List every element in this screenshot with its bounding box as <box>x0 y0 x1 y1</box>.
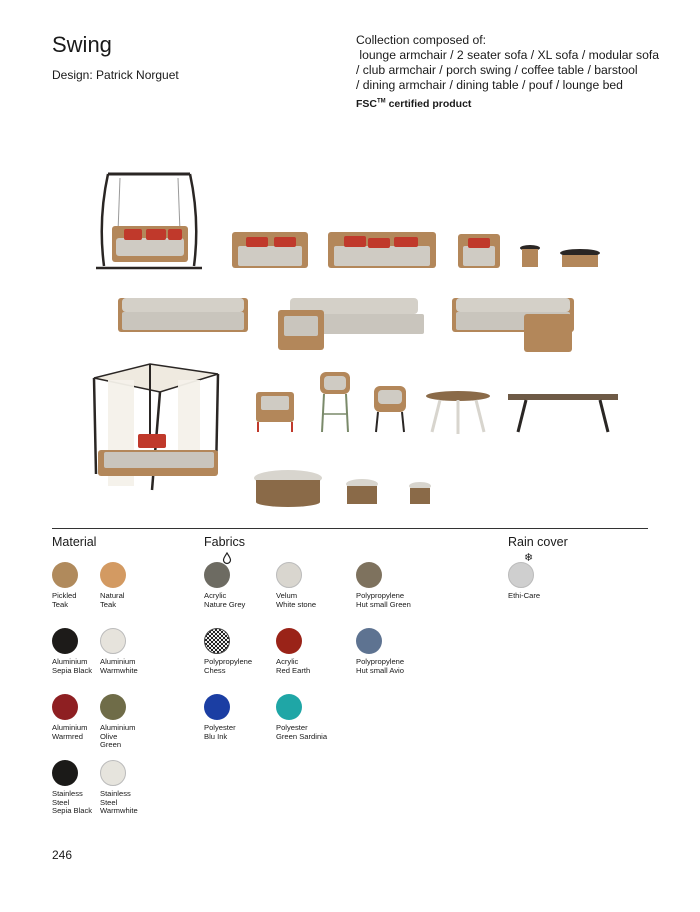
dining-armchair-image <box>374 386 406 432</box>
material-swatch <box>100 694 126 720</box>
material-label <box>100 724 170 750</box>
fabric-label-line: Polyester <box>204 723 236 732</box>
large-pouf-image <box>254 470 322 507</box>
fabric-label-line: Polypropylene <box>356 657 405 666</box>
fabric-label-line: Polyester <box>276 723 308 732</box>
material-label-line: Warmwhite <box>100 665 138 675</box>
fabric-label-line: Polypropylene <box>356 591 405 600</box>
rain-cover-swatch <box>508 562 534 588</box>
fabric-label-line: Polypropylene <box>204 657 253 666</box>
material-label <box>100 658 170 675</box>
fabric-swatch <box>276 694 302 720</box>
fsc-tm: TM <box>377 98 386 105</box>
fabric-label-line: Acrylic <box>276 657 299 666</box>
fabric-label-line: Chess <box>204 665 226 675</box>
material-swatch <box>52 562 78 588</box>
material-swatch <box>52 628 78 654</box>
fabric-label <box>276 592 346 609</box>
fabric-label <box>356 592 426 609</box>
material-label-line: Teak <box>100 599 117 609</box>
fabric-label-line: Velum <box>276 591 298 600</box>
dining-table-image <box>508 394 618 432</box>
material-label-line: Warmwhite <box>100 806 138 816</box>
fsc-suffix: certified product <box>385 98 472 110</box>
modular-sofa-image <box>118 298 248 332</box>
fabric-label-line: Hut small Green <box>356 599 411 609</box>
lounge-armchair-image <box>458 234 500 268</box>
fabrics-heading: Fabrics <box>204 535 245 549</box>
material-label <box>100 592 170 609</box>
material-label <box>100 790 170 816</box>
material-label-line: Teak <box>52 599 69 609</box>
rain-cover-heading: Rain cover <box>508 535 568 549</box>
fabric-swatch <box>204 694 230 720</box>
material-heading: Material <box>52 535 97 549</box>
designer-credit: Design: Patrick Norguet <box>52 68 179 82</box>
rain-cover-label <box>508 592 578 601</box>
material-label-line: Sepia Black <box>52 665 93 675</box>
fabric-label <box>204 658 274 675</box>
snowflake-icon: ❄ <box>524 552 534 564</box>
collection-line: Collection composed of: <box>356 33 487 47</box>
material-label-line: Aluminium <box>100 723 136 732</box>
fabric-label-line: Red Earth <box>276 665 311 675</box>
material-swatch <box>52 760 78 786</box>
collection-line: / dining armchair / dining table / pouf / lounge bed <box>356 78 623 92</box>
material-label-line: Steel <box>52 797 70 807</box>
section-divider <box>52 528 648 529</box>
material-label-line: Olive <box>100 731 118 741</box>
material-label-line: Sepia Black <box>52 806 93 816</box>
round-dining-table-image <box>426 391 490 434</box>
fabric-label-line: Blu Ink <box>204 731 228 741</box>
collection-line: lounge armchair / 2 seater sofa / XL sofa / modular sofa <box>356 48 660 62</box>
material-label-line: Aluminium <box>100 657 136 666</box>
material-label-line: Stainless <box>52 789 83 798</box>
fabric-swatch <box>276 562 302 588</box>
fabric-label <box>204 592 274 609</box>
rain-cover-label-line: Ethi-Care <box>508 591 541 600</box>
two-seater-sofa-image <box>232 232 308 268</box>
fabric-label-line: Green Sardinia <box>276 731 328 741</box>
material-swatch <box>100 628 126 654</box>
fabric-swatch <box>204 562 230 588</box>
material-swatch <box>100 760 126 786</box>
material-label-line: Aluminium <box>52 657 88 666</box>
fabric-label-line: Nature Grey <box>204 599 246 609</box>
barstool-image <box>320 372 350 432</box>
fabric-label-line: Acrylic <box>204 591 227 600</box>
small-pouf-image <box>346 479 378 504</box>
material-label-line: Natural <box>100 591 125 600</box>
modular-sofa-corner-image <box>278 298 424 350</box>
material-label-line: Aluminium <box>52 723 88 732</box>
coffee-table-image <box>560 249 600 267</box>
material-label-line: Steel <box>100 797 118 807</box>
fabric-swatch <box>276 628 302 654</box>
fabric-label-line: White stone <box>276 599 317 609</box>
fabric-label <box>276 724 346 741</box>
fabric-swatch <box>204 628 230 654</box>
material-label-line: Warmred <box>52 731 83 741</box>
material-label-line: Green <box>100 740 122 750</box>
lounge-bed-image <box>94 364 218 490</box>
fabric-swatch <box>356 562 382 588</box>
xl-sofa-image <box>328 232 436 268</box>
porch-swing-image <box>96 174 202 268</box>
material-label-line: Pickled <box>52 591 77 600</box>
fabric-label <box>356 658 426 675</box>
mini-pouf-image <box>409 482 431 504</box>
page-number: 246 <box>52 848 73 862</box>
fabric-label <box>204 724 274 741</box>
collection-line: / club armchair / porch swing / coffee table / barstool <box>356 63 638 77</box>
fabric-label-line: Hut small Avio <box>356 665 404 675</box>
modular-sofa-chaise-image <box>452 298 574 352</box>
fsc-prefix: FSC <box>356 98 377 110</box>
material-swatch <box>52 694 78 720</box>
fabric-swatch <box>356 628 382 654</box>
material-swatch <box>100 562 126 588</box>
club-armchair-image <box>256 392 294 432</box>
side-table-image <box>520 245 540 267</box>
fabric-label <box>276 658 346 675</box>
material-label-line: Stainless <box>100 789 131 798</box>
page-title: Swing <box>52 32 112 57</box>
